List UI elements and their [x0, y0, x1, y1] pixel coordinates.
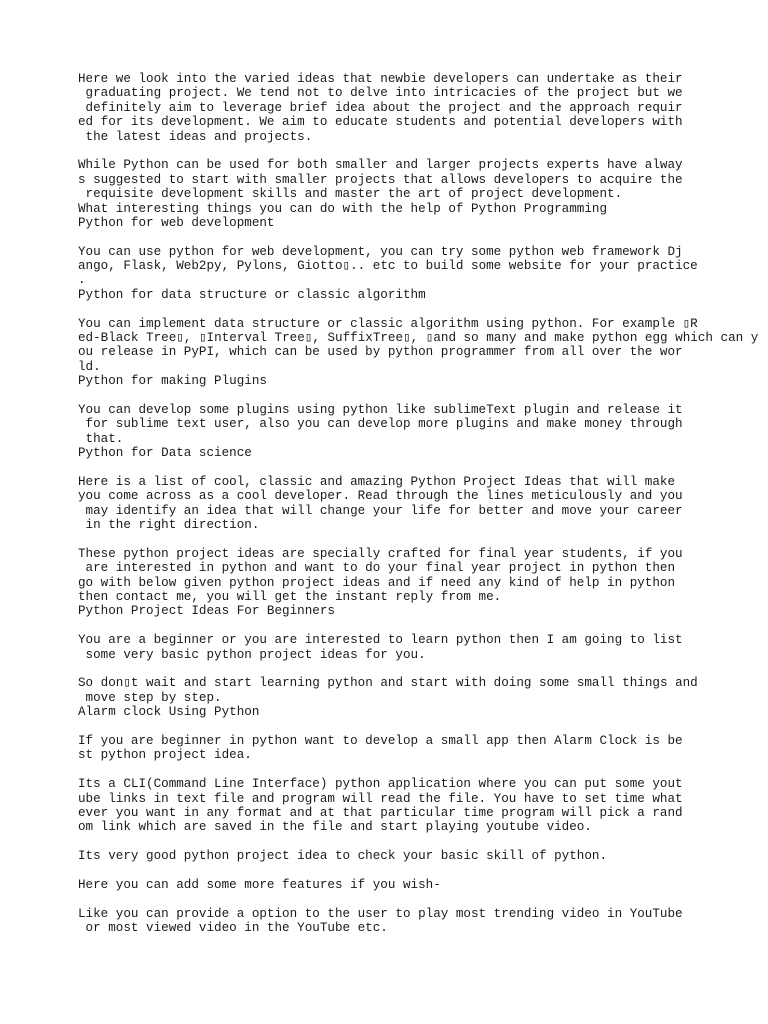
text-line: Python for making Plugins [78, 374, 267, 389]
text-line: are interested in python and want to do your final year project in python then [78, 561, 676, 576]
paragraph-gap [78, 835, 768, 849]
text-line: ango, Flask, Web2py, Pylons, Giotto▯.. etc to build some website for your practice [78, 259, 698, 274]
paragraph [78, 734, 768, 763]
paragraph [78, 317, 768, 389]
paragraph-gap [78, 720, 768, 734]
text-line: ed for its development. We aim to educate students and potential developers with [78, 115, 683, 130]
text-line: Python for data structure or classic algorithm [78, 287, 426, 302]
text-line: om link which are saved in the file and start playing youtube video. [78, 820, 592, 835]
text-line: Python for Data science [78, 446, 252, 461]
text-line: ou release in PyPI, which can be used by python programmer from all over the wor [78, 345, 683, 360]
paragraph-gap [78, 662, 768, 676]
text-line: in the right direction. [78, 518, 260, 533]
text-line: ld. [78, 359, 101, 374]
text-line: requisite development skills and master the art of project development. [78, 187, 623, 202]
text-line: You can implement data structure or classic algorithm using python. For example ▯R [78, 316, 698, 331]
text-line: definitely aim to leverage brief idea about the project and the approach requir [78, 100, 683, 115]
paragraph [78, 633, 768, 662]
text-line: Alarm clock Using Python [78, 705, 260, 720]
paragraph-gap [78, 144, 768, 158]
paragraph-gap [78, 302, 768, 316]
paragraph-gap [78, 763, 768, 777]
text-line: These python project ideas are specially crafted for final year students, if you [78, 546, 683, 561]
text-line: Here we look into the varied ideas that newbie developers can undertake as their [78, 72, 683, 86]
paragraph [78, 158, 768, 230]
text-line: then contact me, you will get the instant reply from me. [78, 590, 502, 605]
text-line: You are a beginner or you are interested to learn python then I am going to list [78, 633, 683, 648]
paragraph [78, 878, 768, 892]
paragraph-gap [78, 892, 768, 906]
text-line: go with below given python project ideas and if need any kind of help in python [78, 575, 676, 590]
text-line: While Python can be used for both smaller and larger projects experts have alway [78, 158, 683, 173]
text-line: . [78, 273, 86, 288]
paragraph [78, 245, 768, 303]
paragraph [78, 777, 768, 835]
text-line: Like you can provide a option to the user to play most trending video in YouTube [78, 906, 683, 921]
text-line: You can develop some plugins using python like sublimeText plugin and release it [78, 402, 683, 417]
paragraph-gap [78, 230, 768, 244]
paragraph [78, 676, 768, 719]
text-line: Here you can add some more features if you wish- [78, 877, 441, 892]
paragraph [78, 403, 768, 461]
paragraph-gap [78, 389, 768, 403]
paragraph [78, 907, 768, 936]
text-line: you come across as a cool developer. Read through the lines meticulously and you [78, 489, 683, 504]
paragraph-gap [78, 533, 768, 547]
paragraph [78, 475, 768, 533]
text-line: move step by step. [78, 690, 222, 705]
text-line: some very basic python project ideas for you. [78, 647, 426, 662]
text-line: or most viewed video in the YouTube etc. [78, 921, 388, 936]
document-page [78, 72, 768, 935]
text-line: that. [78, 431, 124, 446]
text-line: Here is a list of cool, classic and amazing Python Project Ideas that will make [78, 474, 676, 489]
text-line: Python for web development [78, 215, 275, 230]
text-line: Python Project Ideas For Beginners [78, 604, 335, 619]
paragraph [78, 72, 768, 144]
text-line: may identify an idea that will change your life for better and move your career [78, 503, 683, 518]
text-line: Its very good python project idea to check your basic skill of python. [78, 849, 608, 864]
paragraph-gap [78, 619, 768, 633]
text-line: graduating project. We tend not to delve into intricacies of the project but we [78, 86, 683, 101]
text-line: So don▯t wait and start learning python and start with doing some small things and [78, 676, 698, 691]
text-line: s suggested to start with smaller projects that allows developers to acquire the [78, 172, 683, 187]
paragraph [78, 849, 768, 863]
text-line: Its a CLI(Command Line Interface) python application where you can put some yout [78, 777, 683, 792]
text-line: What interesting things you can do with the help of Python Programming [78, 201, 608, 216]
text-line: If you are beginner in python want to develop a small app then Alarm Clock is be [78, 733, 683, 748]
text-line: ed-Black Tree▯, ▯Interval Tree▯, SuffixTree▯, ▯and so many and make python egg which can y [78, 331, 759, 346]
text-line: the latest ideas and projects. [78, 129, 313, 144]
paragraph [78, 547, 768, 619]
text-line: st python project idea. [78, 748, 252, 763]
text-line: ever you want in any format and at that particular time program will pick a rand [78, 805, 683, 820]
paragraph-gap [78, 863, 768, 877]
paragraph-gap [78, 461, 768, 475]
text-line: for sublime text user, also you can develop more plugins and make money through [78, 417, 683, 432]
text-line: You can use python for web development, you can try some python web framework Dj [78, 244, 683, 259]
text-line: ube links in text file and program will read the file. You have to set time what [78, 791, 683, 806]
